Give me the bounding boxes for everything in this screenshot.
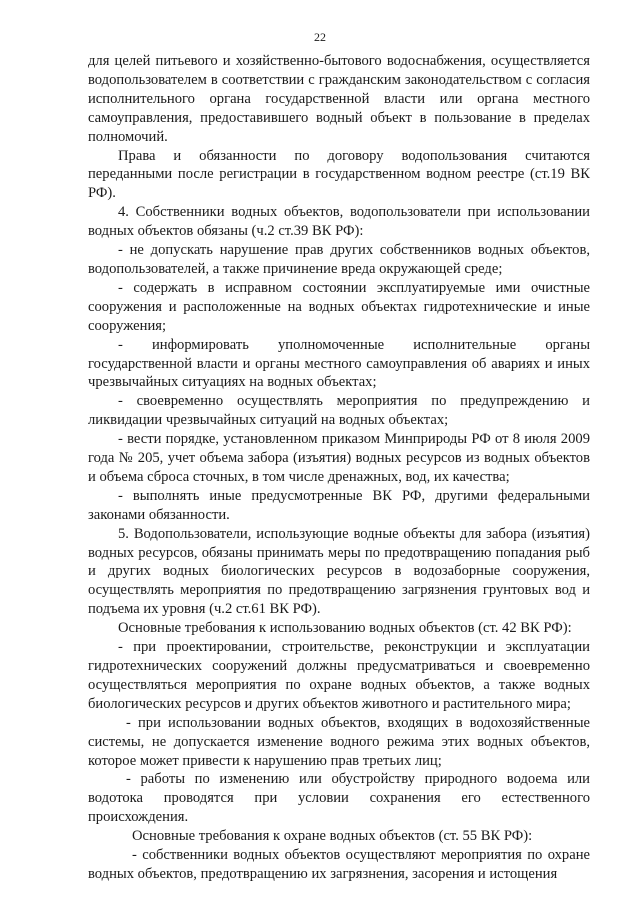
list-item: - собственники водных объектов осуществляют мероприятия по охране водных объектов, предотвращению их загрязнения, засорения и истощения xyxy=(88,847,590,882)
paragraph: для целей питьевого и хозяйственно-бытового водоснабжения, осуществляется водопользователем в соответствии с гражданским законодательством с согласия исполнительного органа государственной власти или органа местного самоуправления, предоставившего водный объект в пользование в пределах полномочий. xyxy=(88,53,590,145)
paragraph: Основные требования к использованию водных объектов (ст. 42 ВК РФ): xyxy=(118,620,572,637)
paragraph: 5. Водопользователи, использующие водные объекты для забора (изъятия) водных ресурсов, обязаны принимать меры по предотвращению попадания рыб и других водных биологических ресурсов в водозаборные сооружения, осуществлять мероприятия по предотвращению загрязнения грунтовых вод и подъема их уровня (ч.2 ст.61 ВК РФ). xyxy=(88,525,590,618)
list-item: - при использовании водных объектов, входящих в водохозяйственные системы, не допускается изменение водного режима этих водных объектов, которое может привести к нарушению прав третьих лиц; xyxy=(88,714,590,769)
paragraph: 4. Собственники водных объектов, водопользователи при использовании водных объектов обязаны (ч.2 ст.39 ВК РФ): xyxy=(88,204,590,240)
paragraph: Основные требования к охране водных объектов (ст. 55 ВК РФ): xyxy=(132,828,533,845)
list-item: - при проектировании, строительстве, реконструкции и эксплуатации гидротехнических сооружений должны предусматриваться и своевременно осуществляться мероприятия по охране водных объектов, а также водных биологических ресурсов и других объектов животного и растительного мира; xyxy=(88,639,590,712)
document-body xyxy=(88,52,590,884)
paragraph: Права и обязанности по договору водопользования считаются переданными после регистрации в государственном водном реестре (ст.19 ВК РФ). xyxy=(88,147,590,202)
list-item: - вести порядке, установленном приказом Минприроды РФ от 8 июля 2009 года № 205, учет объема забора (изъятия) водных ресурсов из водных объектов и объема сброса сточных, в том числе дренажных, вод, их качества; xyxy=(88,431,590,485)
list-item: - информировать уполномоченные исполнительные органы государственной власти и органы местного самоуправления об авариях и иных чрезвычайных ситуациях на водных объектах; xyxy=(88,336,590,391)
list-item: - своевременно осуществлять мероприятия по предупреждению и ликвидации чрезвычайных ситуаций на водных объектах; xyxy=(88,393,590,429)
list-item: - содержать в исправном состоянии эксплуатируемые ими очистные сооружения и расположенные на водных объектах гидротехнические и иные сооружения; xyxy=(88,279,590,334)
page-number: 22 xyxy=(314,30,326,44)
list-item: - не допускать нарушение прав других собственников водных объектов, водопользователей, а также причинение вреда окружающей среде; xyxy=(88,242,590,277)
list-item: - выполнять иные предусмотренные ВК РФ, другими федеральными законами обязанности. xyxy=(88,487,590,523)
list-item: - работы по изменению или обустройству природного водоема или водотока проводятся при условии сохранения его естественного происхождения. xyxy=(88,771,590,826)
